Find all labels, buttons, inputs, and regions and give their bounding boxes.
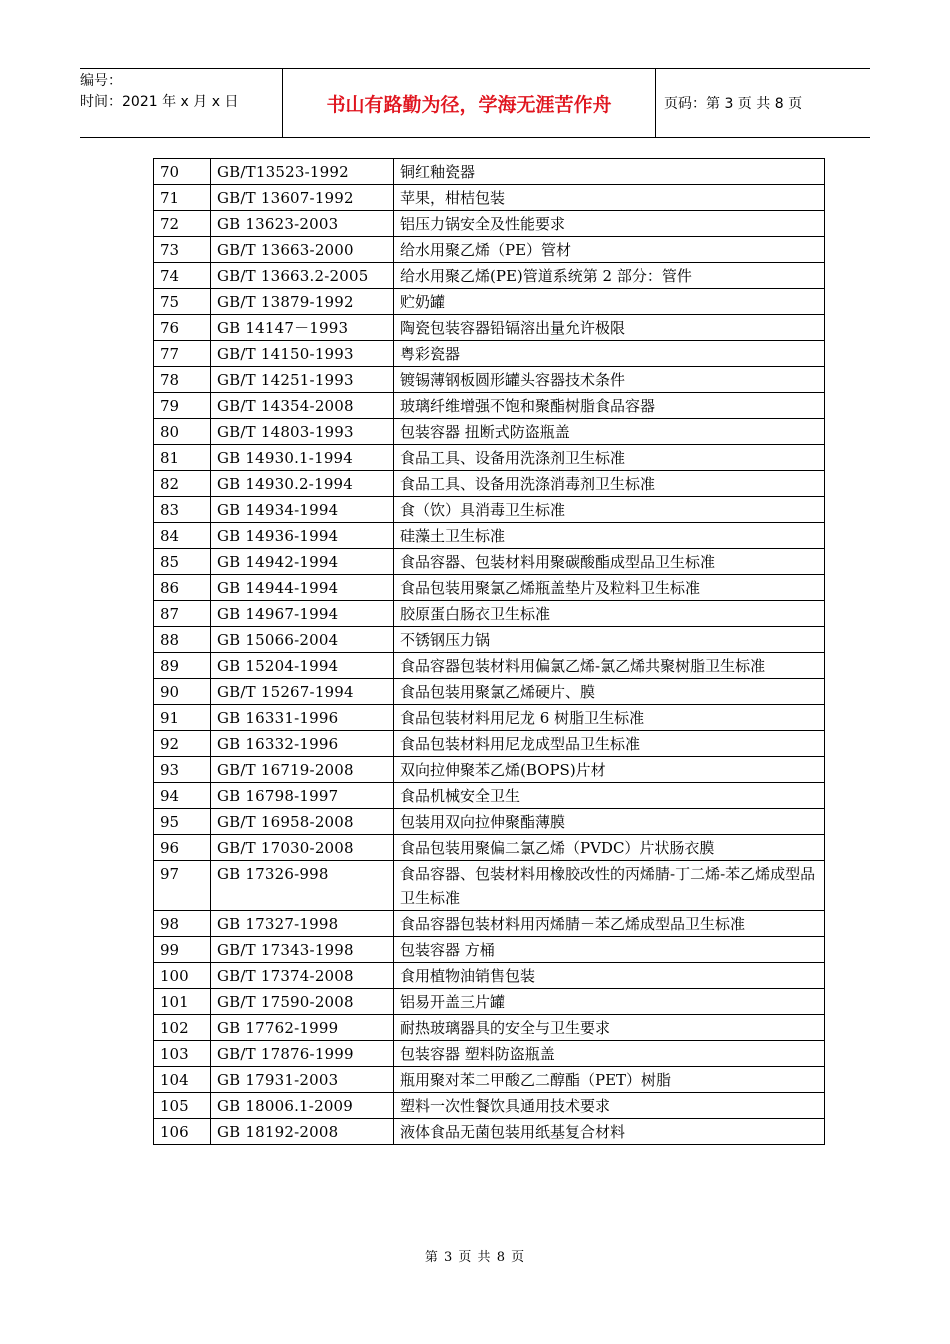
standard-code: GB 17931-2003: [211, 1067, 394, 1093]
header-motto: 书山有路勤为径，学海无涯苦作舟: [283, 69, 656, 137]
table-row: [154, 1093, 825, 1119]
row-number: 104: [154, 1067, 211, 1093]
standard-title: 食品容器、包装材料用橡胶改性的丙烯腈-丁二烯-苯乙烯成型品卫生标准: [394, 861, 825, 911]
row-number: 70: [154, 159, 211, 185]
table-row: [154, 1067, 825, 1093]
row-number: 90: [154, 679, 211, 705]
row-number: 96: [154, 835, 211, 861]
document-time-label: 时间：2021 年 x 月 x 日: [80, 94, 239, 110]
table-row: [154, 601, 825, 627]
row-number: 88: [154, 627, 211, 653]
standard-title: 铜红釉瓷器: [394, 159, 825, 185]
row-number: 101: [154, 989, 211, 1015]
table-row: [154, 963, 825, 989]
standard-title: 耐热玻璃器具的安全与卫生要求: [394, 1015, 825, 1041]
table-row: [154, 159, 825, 185]
standard-code: GB 17327-1998: [211, 911, 394, 937]
standard-title: 包装容器 方桶: [394, 937, 825, 963]
table-row: [154, 497, 825, 523]
table-row: [154, 757, 825, 783]
table-row: [154, 185, 825, 211]
table-row: [154, 809, 825, 835]
standard-code: GB/T 14354-2008: [211, 393, 394, 419]
row-number: 85: [154, 549, 211, 575]
table-row: [154, 341, 825, 367]
row-number: 71: [154, 185, 211, 211]
standard-title: 食（饮）具消毒卫生标准: [394, 497, 825, 523]
standard-title: 双向拉伸聚苯乙烯(BOPS)片材: [394, 757, 825, 783]
row-number: 106: [154, 1119, 211, 1145]
row-number: 87: [154, 601, 211, 627]
standard-code: GB 14942-1994: [211, 549, 394, 575]
table-row: [154, 731, 825, 757]
standard-code: GB 16331-1996: [211, 705, 394, 731]
table-row: [154, 471, 825, 497]
row-number: 78: [154, 367, 211, 393]
row-number: 100: [154, 963, 211, 989]
standard-code: GB 16332-1996: [211, 731, 394, 757]
table-row: [154, 1119, 825, 1145]
standard-code: GB/T 13663-2000: [211, 237, 394, 263]
row-number: 74: [154, 263, 211, 289]
standard-title: 食品工具、设备用洗涤消毒剂卫生标准: [394, 471, 825, 497]
standard-title: 包装容器 扭断式防盗瓶盖: [394, 419, 825, 445]
row-number: 102: [154, 1015, 211, 1041]
standard-title: 食品包装用聚氯乙烯瓶盖垫片及粒料卫生标准: [394, 575, 825, 601]
standard-code: GB/T 17876-1999: [211, 1041, 394, 1067]
standard-title: 食品工具、设备用洗涤剂卫生标准: [394, 445, 825, 471]
standard-code: GB 18006.1-2009: [211, 1093, 394, 1119]
standard-code: GB/T 13879-1992: [211, 289, 394, 315]
row-number: 73: [154, 237, 211, 263]
row-number: 82: [154, 471, 211, 497]
standard-title: 塑料一次性餐饮具通用技术要求: [394, 1093, 825, 1119]
standard-code: GB/T13523-1992: [211, 159, 394, 185]
standard-title: 液体食品无菌包装用纸基复合材料: [394, 1119, 825, 1145]
standard-code: GB 13623-2003: [211, 211, 394, 237]
standard-title: 食品容器包装材料用丙烯腈－苯乙烯成型品卫生标准: [394, 911, 825, 937]
table-row: [154, 237, 825, 263]
row-number: 83: [154, 497, 211, 523]
standard-code: GB/T 16958-2008: [211, 809, 394, 835]
row-number: 79: [154, 393, 211, 419]
table-row: [154, 1015, 825, 1041]
standard-title: 粤彩瓷器: [394, 341, 825, 367]
standard-code: GB/T 13663.2-2005: [211, 263, 394, 289]
table-row: [154, 367, 825, 393]
row-number: 105: [154, 1093, 211, 1119]
standard-title: 包装用双向拉伸聚酯薄膜: [394, 809, 825, 835]
row-number: 92: [154, 731, 211, 757]
table-row: [154, 289, 825, 315]
row-number: 94: [154, 783, 211, 809]
standard-title: 硅藻土卫生标准: [394, 523, 825, 549]
table-row: [154, 315, 825, 341]
standard-title: 铝压力锅安全及性能要求: [394, 211, 825, 237]
standard-code: GB/T 17374-2008: [211, 963, 394, 989]
standard-code: GB 16798-1997: [211, 783, 394, 809]
standard-code: GB/T 14251-1993: [211, 367, 394, 393]
table-row: [154, 861, 825, 911]
standard-code: GB/T 16719-2008: [211, 757, 394, 783]
table-row: [154, 705, 825, 731]
table-row: [154, 911, 825, 937]
table-row: [154, 393, 825, 419]
standard-code: GB/T 15267-1994: [211, 679, 394, 705]
standard-title: 食用植物油销售包装: [394, 963, 825, 989]
standard-title: 包装容器 塑料防盗瓶盖: [394, 1041, 825, 1067]
standard-title: 给水用聚乙烯（PE）管材: [394, 237, 825, 263]
table-row: [154, 523, 825, 549]
standard-title: 胶原蛋白肠衣卫生标准: [394, 601, 825, 627]
standard-title: 食品机械安全卫生: [394, 783, 825, 809]
row-number: 89: [154, 653, 211, 679]
standard-title: 食品包装用聚偏二氯乙烯（PVDC）片状肠衣膜: [394, 835, 825, 861]
table-row: [154, 211, 825, 237]
row-number: 84: [154, 523, 211, 549]
standard-title: 铝易开盖三片罐: [394, 989, 825, 1015]
table-row: [154, 679, 825, 705]
page-footer: 第 3 页 共 8 页: [424, 1250, 526, 1265]
standard-title: 贮奶罐: [394, 289, 825, 315]
table-row: [154, 835, 825, 861]
standard-code: GB/T 17590-2008: [211, 989, 394, 1015]
row-number: 99: [154, 937, 211, 963]
row-number: 76: [154, 315, 211, 341]
standard-code: GB/T 14803-1993: [211, 419, 394, 445]
document-number-label: 编号：: [80, 73, 122, 89]
row-number: 91: [154, 705, 211, 731]
standard-code: GB 14147－1993: [211, 315, 394, 341]
standard-code: GB 15066-2004: [211, 627, 394, 653]
table-row: [154, 445, 825, 471]
standard-code: GB 14967-1994: [211, 601, 394, 627]
table-row: [154, 549, 825, 575]
row-number: 98: [154, 911, 211, 937]
page-header: [80, 68, 870, 138]
standard-title: 食品容器包装材料用偏氯乙烯-氯乙烯共聚树脂卫生标准: [394, 653, 825, 679]
header-meta: [80, 69, 283, 137]
row-number: 103: [154, 1041, 211, 1067]
row-number: 80: [154, 419, 211, 445]
standard-title: 食品容器、包装材料用聚碳酸酯成型品卫生标准: [394, 549, 825, 575]
standard-code: GB/T 17030-2008: [211, 835, 394, 861]
standard-title: 食品包装材料用尼龙成型品卫生标准: [394, 731, 825, 757]
standard-title: 瓶用聚对苯二甲酸乙二醇酯（PET）树脂: [394, 1067, 825, 1093]
standard-code: GB 14934-1994: [211, 497, 394, 523]
standard-title: 食品包装用聚氯乙烯硬片、膜: [394, 679, 825, 705]
row-number: 93: [154, 757, 211, 783]
standards-table-body: [154, 159, 825, 1145]
standard-code: GB/T 14150-1993: [211, 341, 394, 367]
row-number: 72: [154, 211, 211, 237]
row-number: 86: [154, 575, 211, 601]
row-number: 75: [154, 289, 211, 315]
table-row: [154, 989, 825, 1015]
standard-code: GB 17762-1999: [211, 1015, 394, 1041]
table-row: [154, 937, 825, 963]
standard-code: GB/T 17343-1998: [211, 937, 394, 963]
standards-table: [153, 158, 825, 1145]
standard-title: 镀锡薄钢板圆形罐头容器技术条件: [394, 367, 825, 393]
standard-title: 陶瓷包装容器铅镉溶出量允许极限: [394, 315, 825, 341]
standard-title: 玻璃纤维增强不饱和聚酯树脂食品容器: [394, 393, 825, 419]
standard-code: GB 18192-2008: [211, 1119, 394, 1145]
row-number: 97: [154, 861, 211, 911]
standard-title: 苹果，柑桔包装: [394, 185, 825, 211]
standard-title: 食品包装材料用尼龙 6 树脂卫生标准: [394, 705, 825, 731]
table-row: [154, 627, 825, 653]
table-row: [154, 653, 825, 679]
header-page-number: 页码：第 3 页 共 8 页: [664, 96, 803, 112]
standard-code: GB 17326-998: [211, 861, 394, 911]
standard-title: 给水用聚乙烯(PE)管道系统第 2 部分：管件: [394, 263, 825, 289]
row-number: 81: [154, 445, 211, 471]
table-row: [154, 419, 825, 445]
table-row: [154, 1041, 825, 1067]
row-number: 95: [154, 809, 211, 835]
standard-code: GB/T 13607-1992: [211, 185, 394, 211]
standard-code: GB 15204-1994: [211, 653, 394, 679]
standard-code: GB 14944-1994: [211, 575, 394, 601]
standard-code: GB 14930.1-1994: [211, 445, 394, 471]
standard-title: 不锈钢压力锅: [394, 627, 825, 653]
table-row: [154, 575, 825, 601]
row-number: 77: [154, 341, 211, 367]
standard-code: GB 14936-1994: [211, 523, 394, 549]
standard-code: GB 14930.2-1994: [211, 471, 394, 497]
table-row: [154, 783, 825, 809]
table-row: [154, 263, 825, 289]
